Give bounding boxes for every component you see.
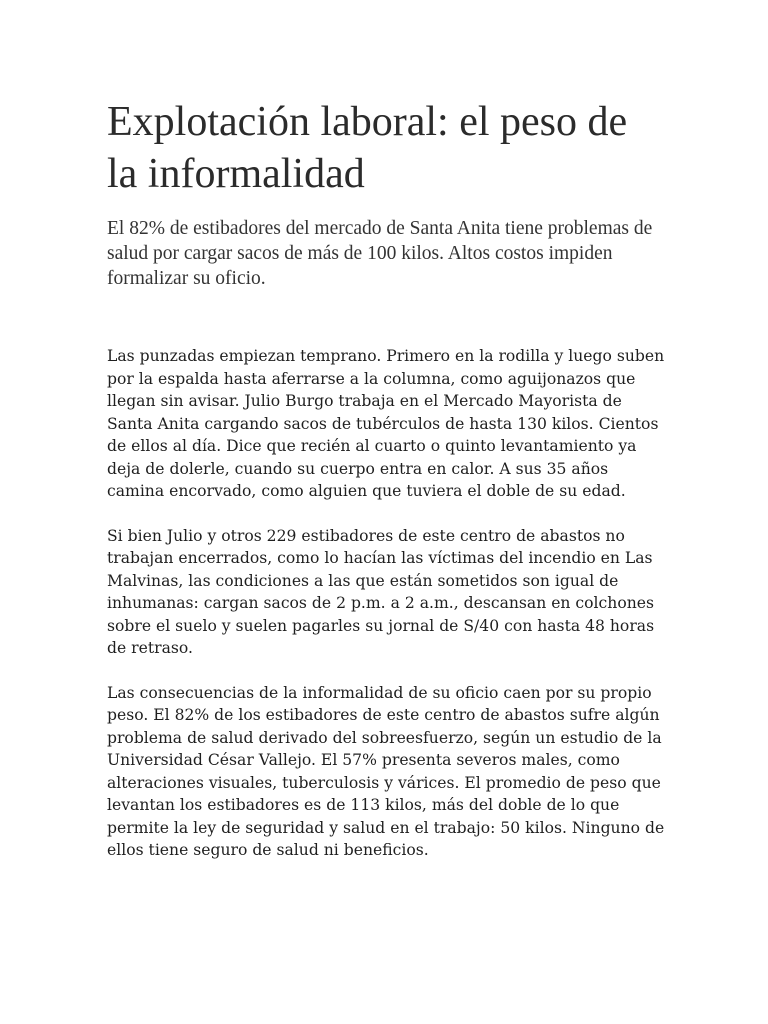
article-title: Explotación laboral: el peso de la informalidad: [107, 99, 628, 197]
article: [107, 96, 667, 884]
article-paragraph-3: Las consecuencias de la informalidad de su oficio caen por su propio peso. El 82% de los estibadores de este centro de abastos sufre algún problema de salud derivado del sobreesfuerzo, según un estudio de la Universidad César Vallejo. El 57% presenta severos males, como alteraciones visuales, tuberculosis y várices. El promedio de peso que levantan los estibadores es de 113 kilos, más del doble de lo que permite la ley de seguridad y salud en el trabajo: 50 kilos. Ninguno de ellos tiene seguro de salud ni beneficios.: [107, 683, 665, 859]
article-lead: El 82% de estibadores del mercado de Santa Anita tiene problemas de salud por cargar sacos de más de 100 kilos. Altos costos impiden formalizar su oficio.: [107, 218, 653, 289]
article-paragraph-1: Las punzadas empiezan temprano. Primero en la rodilla y luego suben por la espalda hasta aferrarse a la columna, como aguijonazos que llegan sin avisar. Julio Burgo trabaja en el Mercado Mayorista de Santa Anita cargando sacos de tubérculos de hasta 130 kilos. Cientos de ellos al día. Dice que recién al cuarto o quinto levantamiento ya deja de dolerle, cuando su cuerpo entra en calor. A sus 35 años camina encorvado, como alguien que tuviera el doble de su edad.: [107, 347, 665, 500]
article-paragraph-2: Si bien Julio y otros 229 estibadores de este centro de abastos no trabajan encerrados, como lo hacían las víctimas del incendio en Las Malvinas, las condiciones a las que están sometidos son igual de inhumanas: cargan sacos de 2 p.m. a 2 a.m., descansan en colchones sobre el suelo y suelen pagarles su jornal de S/40 con hasta 48 horas de retraso.: [107, 526, 655, 657]
